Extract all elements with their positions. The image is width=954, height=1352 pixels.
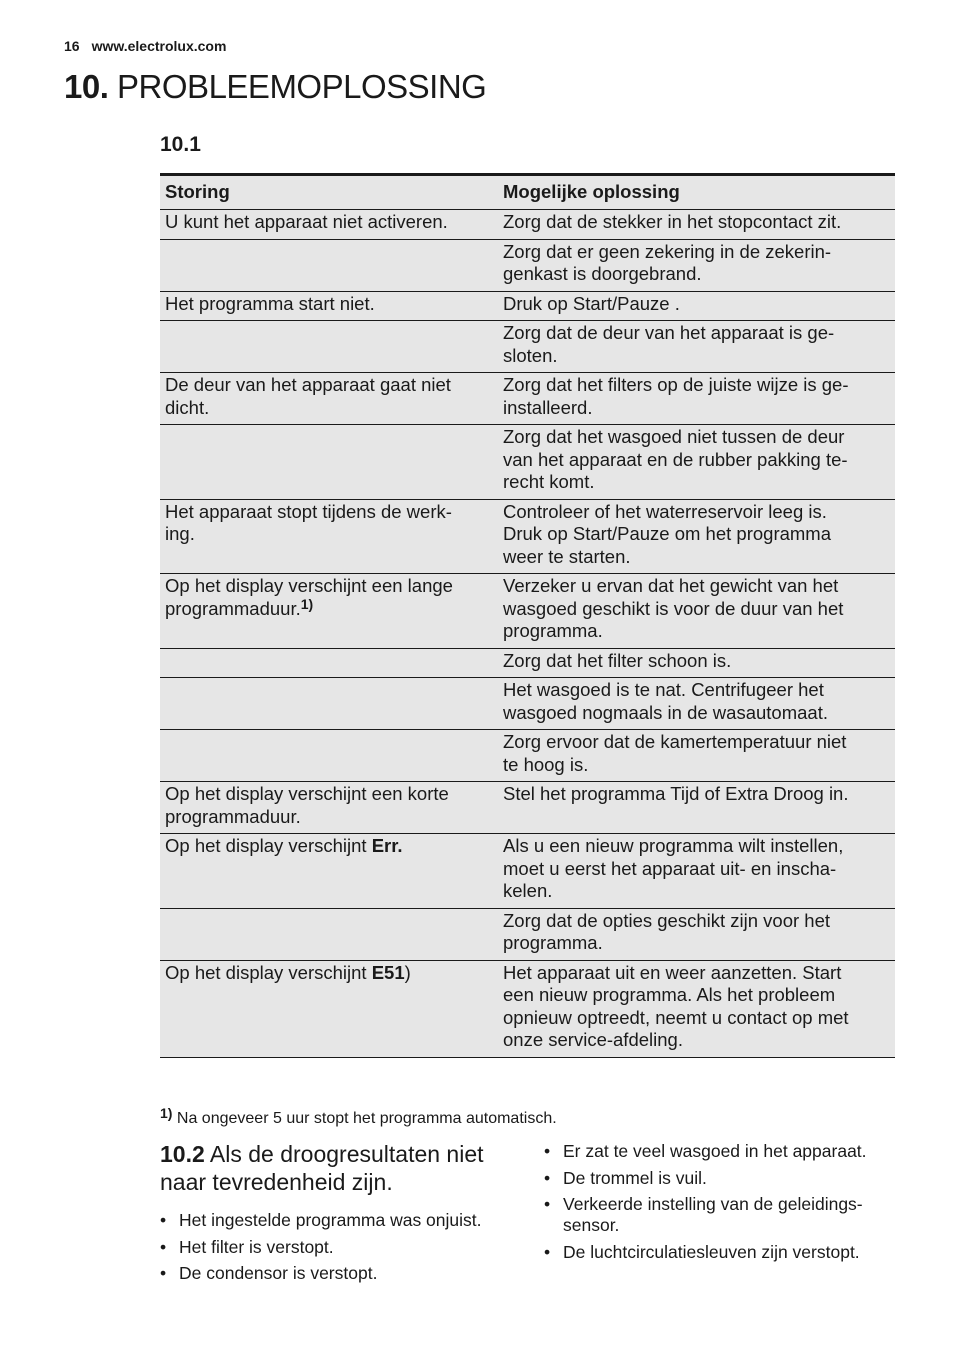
table-header-row [160, 175, 895, 210]
chapter-number: 10. [64, 68, 109, 105]
cell-solution: Zorg dat het filters op de juiste wijze is ge- installeerd. [498, 373, 895, 425]
table-row [160, 321, 895, 373]
problem-text: Op het display verschijnt [165, 835, 372, 856]
table-row [160, 574, 895, 649]
list-item: • Verkeerde instelling van de geleidings- sensor. [544, 1194, 894, 1236]
cell-problem [160, 210, 498, 240]
cell-problem [160, 321, 498, 373]
cell-problem [160, 574, 498, 649]
cell-problem [160, 291, 498, 321]
table-row [160, 908, 895, 960]
table-row [160, 210, 895, 240]
footnote [160, 1105, 557, 1128]
list-item: • De trommel is vuil. [544, 1168, 894, 1189]
cell-problem [160, 834, 498, 909]
cell-solution: Verzeker u ervan dat het gewicht van het wasgoed geschikt is voor de duur van het programma. [498, 574, 895, 649]
column-header-oplossing: Mogelijke oplossing [498, 175, 895, 210]
cell-solution: Zorg dat het wasgoed niet tussen de deur van het apparaat en de rubber pakking te- recht komt. [498, 425, 895, 500]
table-row [160, 730, 895, 782]
cell-solution: Zorg dat de deur van het apparaat is ge- sloten. [498, 321, 895, 373]
cell-solution: Als u een nieuw programma wilt instellen, moet u eerst het apparaat uit- en inscha- kelen. [498, 834, 895, 909]
troubleshooting-table [160, 173, 895, 1058]
table-row [160, 678, 895, 730]
problem-text: Het apparaat stopt tijdens de werk- ing. [165, 500, 452, 544]
table-row [160, 239, 895, 291]
section-heading-10-2 [160, 1140, 520, 1196]
chapter-title [64, 68, 486, 106]
page-header [64, 38, 226, 54]
table-body [160, 210, 895, 1058]
cell-problem [160, 425, 498, 500]
header-url: www.electrolux.com [91, 38, 227, 54]
error-code: Err. [371, 835, 403, 856]
cell-problem [160, 373, 498, 425]
cell-solution: Zorg dat de opties geschikt zijn voor het programma. [498, 908, 895, 960]
list-item: • De condensor is verstopt. [160, 1263, 530, 1284]
table-row [160, 291, 895, 321]
list-item: • Er zat te veel wasgoed in het apparaat. [544, 1141, 894, 1162]
problem-text: Het programma start niet. [165, 292, 375, 314]
table-row [160, 960, 895, 1057]
cell-problem [160, 499, 498, 574]
table-row [160, 834, 895, 909]
table-row [160, 373, 895, 425]
section-title: Als de droogresultaten niet naar tevredenheid zijn. [160, 1141, 484, 1195]
cell-problem [160, 908, 498, 960]
table-row [160, 782, 895, 834]
cell-problem [160, 239, 498, 291]
problem-text: De deur van het apparaat gaat niet dicht. [165, 374, 451, 418]
cell-problem [160, 648, 498, 678]
cell-problem [160, 960, 498, 1057]
footnote-text: Na ongeveer 5 uur stopt het programma automatisch. [176, 1110, 557, 1127]
cell-solution: Zorg dat er geen zekering in de zekerin- genkast is doorgebrand. [498, 239, 895, 291]
cell-solution: Zorg dat het filter schoon is. [498, 648, 895, 678]
error-code: E51 [371, 961, 405, 983]
section-number: 10.2 [160, 1141, 205, 1167]
cell-solution: Stel het programma Tijd of Extra Droog in. [498, 782, 895, 834]
list-item: • Het filter is verstopt. [160, 1237, 530, 1258]
footnote-marker: 1) [160, 1105, 173, 1121]
cell-solution: Het apparaat uit en weer aanzetten. Start een nieuw programma. Als het probleem opnieuw optreedt, neemt u contact op met onze service-afdeling. [498, 960, 895, 1057]
chapter-title-text: PROBLEEMOPLOSSING [117, 68, 487, 105]
cell-solution: Druk op Start/Pauze . [498, 291, 895, 321]
bullet-list-right [544, 1141, 894, 1268]
cell-solution: Zorg dat de stekker in het stopcontact zit. [498, 210, 895, 240]
table-row [160, 425, 895, 500]
problem-text: Op het display verschijnt een korte programmaduur. [165, 783, 449, 827]
cell-solution: Controleer of het waterreservoir leeg is. Druk op Start/Pauze om het programma weer te starten. [498, 499, 895, 574]
table-row [160, 499, 895, 574]
cell-solution: Het wasgoed is te nat. Centrifugeer het wasgoed nogmaals in de wasautomaat. [498, 678, 895, 730]
cell-problem [160, 678, 498, 730]
table-row [160, 648, 895, 678]
problem-text: Op het display verschijnt een lange programmaduur. [165, 575, 453, 619]
column-header-storing: Storing [160, 175, 498, 210]
page-number: 16 [64, 38, 80, 54]
problem-text: U kunt het apparaat niet activeren. [165, 211, 448, 232]
problem-suffix: ) [404, 961, 411, 983]
footnote-ref: 1) [300, 595, 314, 612]
cell-solution: Zorg ervoor dat de kamertemperatuur niet te hoog is. [498, 730, 895, 782]
cell-problem [160, 782, 498, 834]
section-heading-10-1: 10.1 [160, 133, 201, 156]
list-item: • Het ingestelde programma was onjuist. [160, 1210, 530, 1231]
bullet-list-left [160, 1210, 530, 1290]
cell-problem [160, 730, 498, 782]
problem-text: Op het display verschijnt [165, 961, 372, 983]
list-item: • De luchtcirculatiesleuven zijn verstopt. [544, 1242, 894, 1263]
